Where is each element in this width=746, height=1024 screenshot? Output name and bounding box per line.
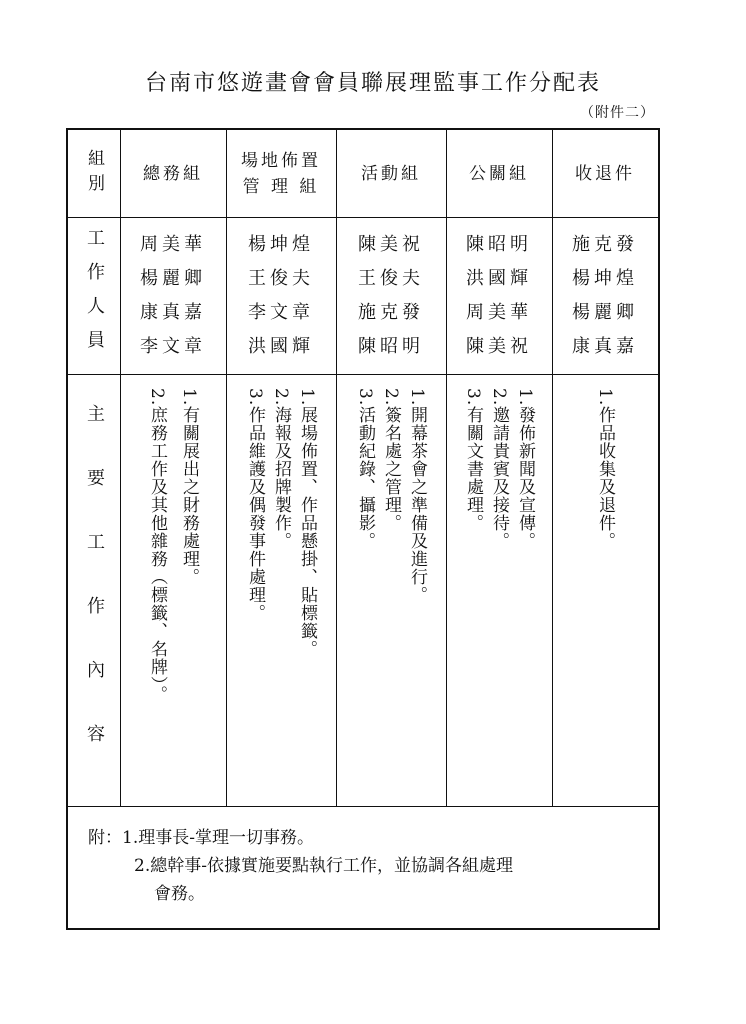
staff-name: 李文章 (140, 335, 206, 357)
duty-item: 2.海報及招牌製作。 (271, 388, 291, 551)
staff-name: 王俊夫 (358, 267, 424, 289)
header-activities (336, 130, 446, 217)
duties-cell-activities (336, 374, 446, 806)
duties-cell-submissions (552, 374, 658, 806)
header-public-relations (446, 130, 552, 217)
staff-name: 楊麗卿 (572, 301, 638, 323)
staff-cell-general-affairs (120, 217, 226, 374)
header-submissions (552, 130, 658, 217)
notes-prefix: 附： (88, 828, 122, 848)
group-row-label-cell (68, 130, 120, 217)
staff-name: 康真嘉 (572, 335, 638, 357)
duties-cell-venue-management (226, 374, 336, 806)
staff-name: 楊坤煌 (572, 267, 638, 289)
duty-item: 1.開幕茶會之準備及進行。 (407, 388, 427, 605)
staff-name: 楊麗卿 (140, 267, 206, 289)
note-item-continuation: 會務。 (154, 884, 205, 904)
duty-item: 2.簽名處之管理。 (381, 388, 401, 533)
header-general-affairs (120, 130, 226, 217)
staff-cell-public-relations (446, 217, 552, 374)
staff-name: 施克發 (572, 233, 638, 255)
duty-item: 2.庶務工作及其他雜務（標籤、名牌）。 (147, 388, 167, 704)
staff-name: 陳美祝 (358, 233, 424, 255)
duties-row-label-cell (68, 374, 120, 806)
staff-row-label-cell (68, 217, 120, 374)
staff-name: 康真嘉 (140, 301, 206, 323)
header-venue-management (226, 130, 336, 217)
header-label: 收退件 (575, 163, 635, 184)
staff-cell-activities (336, 217, 446, 374)
staff-name: 洪國輝 (466, 267, 532, 289)
duties-cell-public-relations (446, 374, 552, 806)
staff-name: 陳昭明 (358, 335, 424, 357)
staff-name: 李文章 (248, 301, 314, 323)
group-row-label: 組別 (84, 148, 104, 199)
staff-cell-submissions (552, 217, 658, 374)
duty-item: 2.邀請貴賓及接待。 (489, 388, 509, 551)
header-label: 場地佈置 (241, 150, 321, 171)
header-label: 活動組 (361, 163, 421, 184)
note-item: 2.總幹事-依據實施要點執行工作，並協調各組處理 (134, 856, 513, 876)
duty-item: 1.展場佈置、作品懸掛、貼標籤。 (297, 388, 317, 659)
document-title: 台南市悠遊畫會會員聯展理監事工作分配表 (144, 71, 601, 96)
staff-name: 施克發 (358, 301, 424, 323)
assignment-table (66, 128, 660, 930)
annex-label: （附件二） (580, 105, 655, 121)
header-label: 公關組 (469, 163, 529, 184)
staff-name: 陳昭明 (466, 233, 532, 255)
staff-cell-venue-management (226, 217, 336, 374)
note-item: 1.理事長-掌理一切事務。 (122, 828, 314, 848)
header-label-line2: 管 理 組 (242, 176, 320, 197)
staff-name: 周美華 (140, 233, 206, 255)
staff-name: 楊坤煌 (248, 233, 314, 255)
notes-section (68, 806, 658, 928)
duty-item: 3.活動紀錄、攝影。 (355, 388, 375, 551)
staff-name: 洪國輝 (248, 335, 314, 357)
duty-item: 1.作品收集及退件。 (595, 388, 615, 551)
duty-item: 1.有關展出之財務處理。 (179, 388, 199, 587)
duty-item: 3.有關文書處理。 (463, 388, 483, 533)
duties-row-label: 主要工作內容 (84, 404, 105, 788)
duty-item: 3.作品維護及偶發事件處理。 (245, 388, 265, 623)
staff-name: 陳美祝 (466, 335, 532, 357)
staff-name: 王俊夫 (248, 267, 314, 289)
header-label: 總務組 (143, 163, 203, 184)
staff-row-label: 工作人員 (84, 227, 105, 364)
duties-cell-general-affairs (120, 374, 226, 806)
staff-name: 周美華 (466, 301, 532, 323)
duty-item: 1.發佈新聞及宣傳。 (515, 388, 535, 551)
